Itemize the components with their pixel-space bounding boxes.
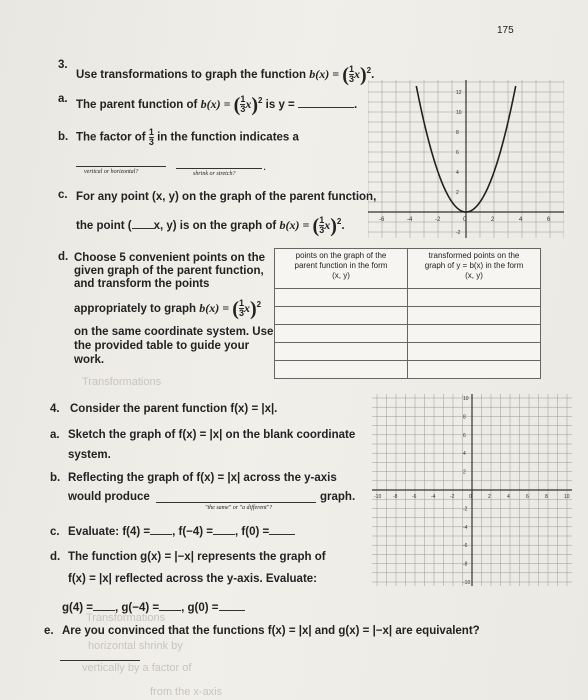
q3c-answer-blank[interactable]	[132, 228, 154, 229]
th-left-2: parent function in the form	[294, 261, 388, 270]
table-row	[275, 343, 541, 361]
table-cell-transformed[interactable]	[408, 343, 541, 361]
y-tick-label: -2	[463, 506, 468, 513]
q4d-text-1: The function g(x) = |−x| represents the graph of	[68, 551, 326, 563]
q3-y-tick-labels	[456, 90, 462, 236]
q3d-frac-x: x	[243, 300, 250, 315]
q3d-line-1: Choose 5 convenient points on the	[74, 252, 266, 264]
x-tick-label: -2	[435, 217, 441, 223]
q3c-label: c.	[58, 189, 68, 201]
q3d-frac-den: 3	[238, 308, 244, 319]
table-header-parent	[275, 249, 408, 289]
y-tick-label: 4	[456, 170, 459, 176]
th-left-3: (x, y)	[332, 271, 350, 280]
x-tick-label: -2	[450, 494, 455, 500]
q3a-exp: 2	[258, 96, 263, 105]
q3b-hint-ss: shrink or stretch?	[193, 171, 236, 177]
bleed-through-text-4: vertically by a factor of	[82, 662, 192, 674]
table-cell-parent[interactable]	[275, 325, 408, 343]
q4b-hint: "the same" or "a different"?	[205, 505, 273, 511]
x-tick-label: 6	[547, 217, 551, 223]
q4a-label: a.	[50, 429, 60, 441]
q4d-blank-gneg4[interactable]	[159, 610, 181, 611]
q4d-label: d.	[50, 551, 61, 563]
q3a-is: is y =	[265, 98, 295, 111]
q3c-text-1: For any point (x, y) on the graph of the parent function,	[76, 191, 377, 203]
q3b-text-1: The factor of	[76, 131, 146, 144]
q3d-approp	[74, 298, 261, 318]
y-tick-label: 6	[456, 150, 459, 156]
q3c-frac-num: 1	[319, 215, 325, 226]
table-cell-transformed[interactable]	[408, 361, 541, 379]
q4b-text-1: Reflecting the graph of f(x) = |x| across the y-axis	[68, 472, 337, 484]
q3d-line-6: work.	[74, 354, 105, 366]
q4d-gneg4: , g(−4) =	[115, 602, 160, 614]
q3-graph-axes	[368, 80, 564, 238]
x-tick-label: 4	[507, 494, 510, 500]
q3a-func: b(x) =	[200, 96, 231, 111]
q4b-label: b.	[50, 472, 61, 484]
q3d-line-3: and transform the points	[74, 278, 210, 290]
q4a-text-1: Sketch the graph of f(x) = |x| on the blank coordinate	[68, 429, 356, 441]
q3a-prompt: The parent function of	[76, 98, 198, 111]
q3-parent-graph	[368, 80, 564, 238]
q3d-paren-close: )	[249, 297, 257, 320]
q3a-paren-open: (	[233, 93, 241, 116]
q4b-text-2: would produce	[68, 491, 150, 503]
y-tick-label: 6	[463, 432, 466, 439]
q4-y-tick-labels	[463, 396, 470, 586]
x-tick-label: 2	[488, 494, 491, 500]
q4c-blank-fneg4[interactable]	[213, 534, 235, 535]
y-tick-label: 2	[463, 469, 466, 476]
q3a-label: a.	[58, 93, 68, 105]
x-tick-label: -10	[374, 494, 382, 500]
q3d-line-2: given graph of the parent function,	[74, 265, 264, 277]
q3c-frac-x: x	[324, 217, 331, 232]
q4d-g4: g(4) =	[62, 602, 93, 614]
q3a-frac-x: x	[245, 96, 252, 111]
q4e-answer-blank[interactable]	[60, 660, 140, 661]
q3a-frac-num: 1	[240, 94, 246, 105]
y-tick-label: 2	[456, 190, 459, 196]
q4-prompt: Consider the parent function f(x) = |x|.	[70, 403, 278, 415]
q4d-blank-g4[interactable]	[93, 610, 115, 611]
q4b-answer-blank[interactable]	[156, 502, 316, 503]
q3c-frac-den: 3	[319, 225, 325, 236]
q3c-text-2: the point ( x, y) is on the graph of b(x) = ( $\frac{1}{3}$ x)$^2$.	[76, 214, 345, 237]
q4b-text-3: graph.	[320, 491, 356, 503]
q3a-answer-blank[interactable]	[298, 107, 354, 108]
q4c-blank-f0[interactable]	[269, 534, 295, 535]
q3c-func: b(x) =	[279, 217, 310, 232]
x-tick-label: 2	[491, 217, 495, 223]
q3b-frac	[149, 128, 154, 147]
y-tick-label: -2	[456, 230, 461, 236]
frac-num: 1	[348, 64, 354, 75]
q4e-text: Are you convinced that the functions f(x) = |x| and g(x) = |−x| are equivalent?	[62, 625, 480, 637]
q4e-label: e.	[44, 625, 54, 637]
table-cell-transformed[interactable]	[408, 307, 541, 325]
q3-paren-open: (	[342, 63, 349, 86]
table-header-transformed	[408, 249, 541, 289]
y-tick-label: 10	[456, 110, 462, 116]
table-cell-transformed[interactable]	[408, 289, 541, 307]
q3b-frac-num: 1	[148, 127, 154, 137]
x-tick-label: 8	[545, 494, 548, 500]
q3b-label: b.	[58, 131, 69, 143]
q3-exp: 2	[366, 66, 372, 75]
q4-number: 4.	[50, 403, 60, 415]
q3b-blank-ss[interactable]	[176, 168, 262, 169]
th-right-3: (x, y)	[465, 271, 483, 280]
q4d-text-2: f(x) = |x| reflected across the y-axis. Evaluate:	[68, 573, 318, 585]
q3a-paren-close: )	[251, 93, 258, 116]
q3d-frac-num: 1	[238, 298, 244, 309]
x-tick-label: -6	[379, 217, 385, 223]
x-tick-label: -4	[407, 217, 413, 223]
q4c-text	[68, 525, 295, 539]
q4c-f4: Evaluate: f(4) =	[68, 526, 151, 538]
q3-points-table	[274, 248, 541, 379]
q3b-hint-vh: vertical or horizontal?	[84, 169, 139, 175]
x-tick-label: 0	[469, 494, 472, 500]
x-tick-label: 10	[564, 494, 570, 500]
q3a-text: The parent function of b(x) = ( $\frac{1}{3}$ x)$^2$ is y = .	[76, 93, 358, 116]
frac-den: 3	[348, 74, 354, 85]
y-tick-label: -6	[463, 543, 468, 550]
q3d-line-5: the provided table to guide your	[74, 340, 250, 352]
q3-prompt-text: Use transformations to graph the function	[76, 68, 307, 81]
q3-func-label: b(x) =	[309, 66, 340, 81]
bleed-through-text-3: horizontal shrink by	[88, 640, 183, 652]
y-tick-label: 4	[463, 451, 466, 458]
th-right-2: graph of y = b(x) in the form	[424, 261, 524, 270]
q3b-text	[76, 128, 299, 147]
q4d-blank-g0[interactable]	[219, 610, 245, 611]
q4c-fneg4: , f(−4) =	[172, 526, 214, 538]
q3-number: 3.	[58, 59, 68, 71]
q3d-line-4: on the same coordinate system. Use	[74, 326, 274, 338]
q4c-label: c.	[50, 526, 60, 538]
table-row	[275, 307, 541, 325]
x-tick-label: -6	[412, 494, 417, 500]
q3a-frac-den: 3	[240, 104, 246, 115]
q3c-exp: 2	[336, 217, 342, 226]
q4c-blank-f4[interactable]	[150, 534, 172, 535]
q4c-f0: , f(0) =	[235, 526, 270, 538]
table-cell-parent[interactable]	[275, 361, 408, 379]
bleed-through-text-2: Transformations	[86, 612, 166, 624]
x-tick-label: 4	[519, 217, 523, 223]
q3d-approp-text: appropriately to graph	[74, 302, 197, 315]
bleed-through-text-1: Transformations	[82, 376, 162, 388]
th-right-1: transformed points on the	[428, 251, 520, 260]
q3-prompt: Use transformations to graph the function b(x) = ( $\frac{1}{3}$ x)$^2$.	[76, 63, 375, 86]
y-tick-label: 10	[463, 396, 469, 402]
y-tick-label: 8	[463, 414, 466, 421]
table-header-row	[275, 249, 541, 289]
q3b-period: .	[263, 161, 267, 173]
q4a-text-2: system.	[68, 449, 111, 461]
q3-paren-close: )	[359, 63, 367, 86]
table-cell-parent[interactable]	[275, 289, 408, 307]
y-tick-label: -4	[463, 524, 468, 531]
table-row	[275, 289, 541, 307]
x-tick-label: -8	[393, 494, 398, 500]
frac-x: x	[353, 66, 360, 81]
x-tick-label: 6	[526, 494, 529, 500]
x-tick-label: -4	[431, 494, 436, 500]
q4-blank-graph[interactable]	[372, 394, 572, 586]
q3c-paren-open: (	[312, 214, 320, 237]
table-cell-transformed[interactable]	[408, 325, 541, 343]
q3c-point-open: the point (	[76, 219, 132, 232]
q3b-blank-vh[interactable]	[76, 166, 166, 167]
q3d-exp: 2	[256, 300, 262, 309]
q3b-text-2: in the function indicates a	[157, 131, 299, 144]
y-tick-label: -8	[463, 561, 468, 568]
table-row	[275, 361, 541, 379]
q3b-frac-den: 3	[148, 137, 154, 147]
q3c-paren-close: )	[330, 214, 337, 237]
table-cell-parent[interactable]	[275, 343, 408, 361]
th-left-1: points on the graph of the	[295, 251, 387, 260]
y-tick-label: 12	[456, 90, 462, 96]
q3d-paren-open: (	[232, 297, 239, 320]
table-cell-parent[interactable]	[275, 307, 408, 325]
q3d-label: d.	[58, 251, 69, 263]
y-tick-label: 8	[456, 130, 459, 136]
x-tick-label: 0	[463, 217, 467, 223]
q3c-point-rest: x, y) is on the graph of	[153, 219, 277, 232]
page-number: 175	[497, 25, 514, 36]
y-tick-label: -10	[463, 580, 471, 586]
q4d-g0: , g(0) =	[181, 602, 219, 614]
q3d-func: b(x) =	[199, 300, 230, 315]
table-row	[275, 325, 541, 343]
bleed-through-text-5: from the x-axis	[150, 686, 223, 698]
